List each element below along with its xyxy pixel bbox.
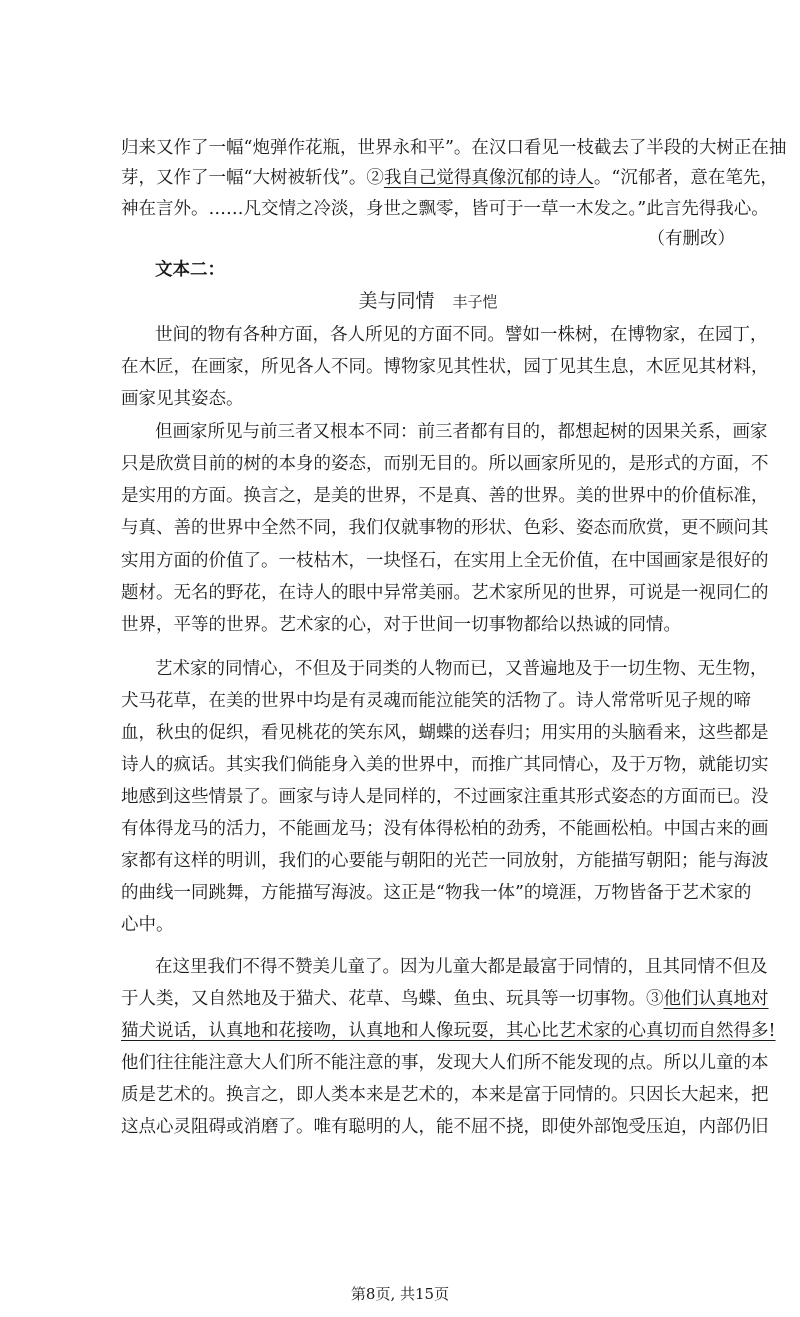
- p3-line-7: 家都有这样的明训，我们的心要能与朝阳的光芒一同放射，方能描写朝阳；能与海波: [121, 851, 769, 871]
- p2-line-4: 与真、善的世界中全然不同，我们仅就事物的形状、色彩、姿态而欣赏，更不顾问其: [121, 518, 769, 538]
- p3-line-5: 地感到这些情景了。画家与诗人是同样的，不过画家注重其形式姿态的方面而已。没: [121, 787, 769, 807]
- p4-line-6: 这点心灵阻碍或消磨了。唯有聪明的人，能不屈不挠，即使外部饱受压迫，内部仍旧: [121, 1117, 769, 1137]
- p4-line-2-start: 于人类，又自然地及于猫犬、花草、鸟蝶、鱼虫、玩具等一切事物。③: [121, 989, 664, 1009]
- p3-line-2: 犬马花草，在美的世界中均是有灵魂而能泣能笑的活物了。诗人常常听见子规的啼: [121, 691, 751, 711]
- p1-line-2: 在木匠，在画家，所见各人不同。博物家见其性状，园丁见其生息，木匠见其材料，: [121, 357, 769, 377]
- p4-line-1: 在这里我们不得不赞美儿童了。因为儿童大都是最富于同情的，且其同情不但及: [155, 957, 768, 977]
- text1-line-3: 神在言外。……凡交情之冷淡，身世之飘零，皆可于一草一木发之。”此言先得我心。: [121, 199, 769, 219]
- p3-line-1: 艺术家的同情心，不但及于同类的人物而已，又普遍地及于一切生物、无生物，: [155, 659, 768, 679]
- text1-line-1: 归来又作了一幅“炮弹作花瓶，世界永和平”。在汉口看见一枝截去了半段的大树正在抽: [121, 138, 787, 158]
- p2-line-2: 只是欣赏目前的树的本身的姿态，而别无目的。所以画家所见的，是形式的方面，不: [121, 454, 769, 474]
- p4-line-2: [121, 987, 769, 1011]
- essay-title-block: [121, 288, 735, 314]
- p4-line-4: 他们往往能注意大人们所不能注意的事，发现大人们所不能发现的点。所以儿童的本: [121, 1053, 769, 1073]
- p2-line-7: 世界，平等的世界。艺术家的心，对于世间一切事物都给以热诚的同情。: [121, 615, 681, 635]
- underlined-sentence-3-start: 他们认真地对: [663, 989, 769, 1009]
- p2-line-6: 题材。无名的野花，在诗人的眼中异常美丽。艺术家所见的世界，可说是一视同仁的: [121, 583, 769, 603]
- text1-line-2-start: 芽，又作了一幅“大树被斩伐”。②: [121, 168, 384, 188]
- page-footer: 第8页, 共15页: [350, 1285, 450, 1303]
- p2-line-3: 是实用的方面。换言之，是美的世界，不是真、善的世界。美的世界中的价值标准，: [121, 486, 769, 506]
- section-heading: 文本二：: [155, 260, 225, 280]
- p3-line-8: 的曲线一同跳舞，方能描写海波。这正是“物我一体”的境涯，万物皆备于艺术家的: [121, 883, 752, 903]
- p1-line-1: 世间的物有各种方面，各人所见的方面不同。譬如一株树，在博物家，在园丁，: [155, 325, 768, 345]
- p3-line-6: 有体得龙马的活力，不能画龙马；没有体得松柏的劲秀，不能画松柏。中国古来的画: [121, 819, 769, 839]
- essay-author: 丰子恺: [452, 293, 498, 311]
- p3-line-3: 血，秋虫的促织，看见桃花的笑东风，蝴蝶的送春归；用实用的头脑看来，这些都是: [121, 723, 769, 743]
- p3-line-4: 诗人的疯话。其实我们倘能身入美的世界中，而推广其同情心，及于万物，就能切实: [121, 755, 769, 775]
- text1-line-2: [121, 166, 778, 190]
- p1-line-3: 画家见其姿态。: [121, 389, 244, 409]
- essay-title: 美与同情: [358, 290, 435, 312]
- p3-line-9: 心中。: [121, 915, 174, 935]
- underlined-sentence-2: 我自己觉得真像沉郁的诗人: [383, 168, 594, 188]
- p4-line-5: 质是艺术的。换言之，即人类本来是艺术的，本来是富于同情的。只因长大起来，把: [121, 1085, 769, 1105]
- underlined-sentence-3-end: 猫犬说话，认真地和花接吻，认真地和人像玩耍，其心比艺术家的心真切而自然得多!: [121, 1021, 776, 1041]
- p2-line-5: 实用方面的价值了。一枝枯木，一块怪石，在实用上全无价值，在中国画家是很好的: [121, 551, 769, 571]
- source-note: （有删改）: [647, 229, 735, 249]
- text1-line-2-end: 。“沉郁者，意在笔先，: [593, 168, 778, 188]
- p2-line-1: 但画家所见与前三者又根本不同：前三者都有目的，都想起树的因果关系，画家: [155, 422, 768, 442]
